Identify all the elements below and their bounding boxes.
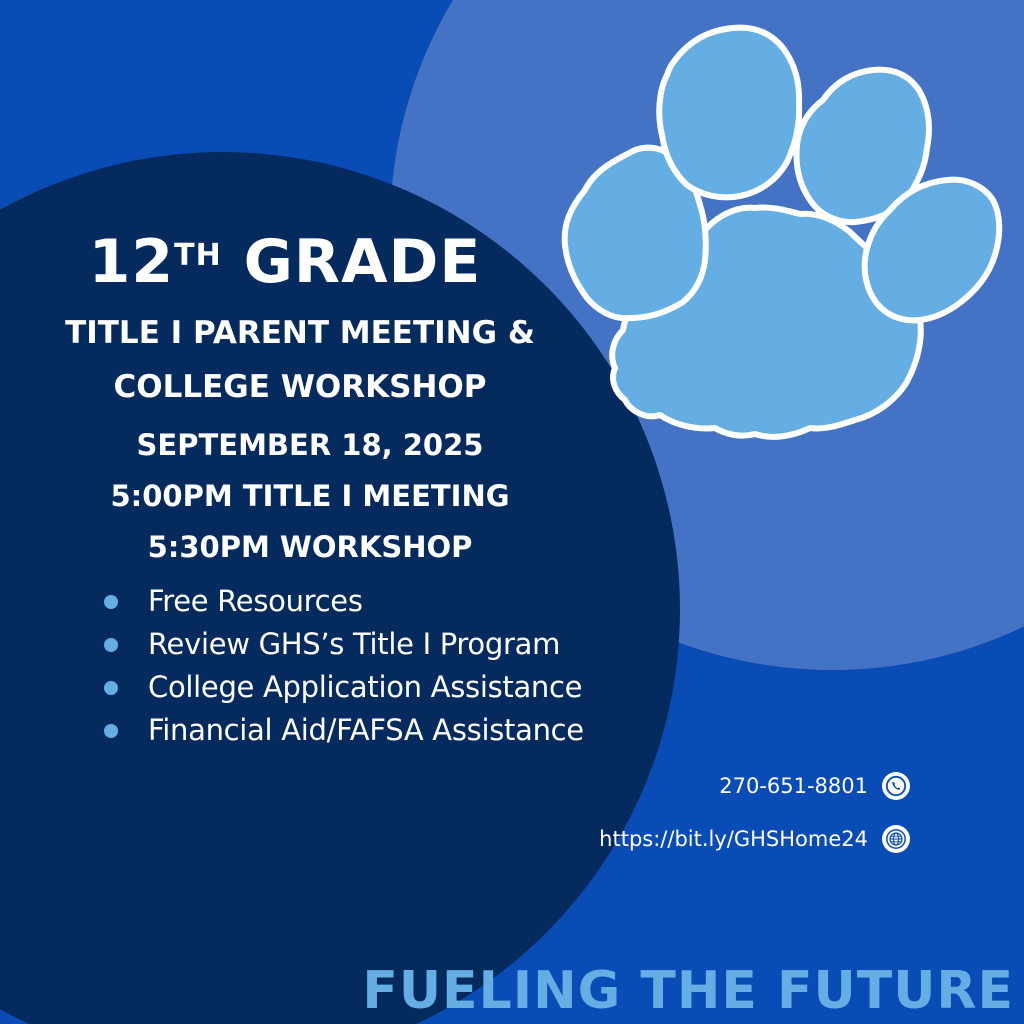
topics-list: [100, 580, 660, 752]
page-title: [40, 222, 530, 302]
event-schedule: [60, 420, 560, 573]
list-item: [100, 666, 660, 709]
paw-print-icon: [555, 20, 1005, 450]
bullet-dot-icon: [104, 595, 118, 609]
list-item: [100, 709, 660, 752]
event-title-line1: TITLE I PARENT MEETING &: [65, 315, 535, 351]
grade-word: GRADE: [243, 227, 482, 297]
grade-suffix: TH: [174, 238, 222, 273]
list-item: [100, 580, 660, 623]
list-item-label: Review GHS’s Title I Program: [148, 627, 561, 661]
list-item-label: College Application Assistance: [148, 670, 583, 704]
website-link[interactable]: https://bit.ly/GHSHome24: [599, 827, 868, 851]
event-title-line2: COLLEGE WORKSHOP: [113, 369, 487, 405]
workshop-time: 5:30PM WORKSHOP: [147, 530, 473, 564]
tagline: FUELING THE FUTURE: [362, 961, 1014, 1021]
list-item: [100, 623, 660, 666]
phone-number[interactable]: 270-651-8801: [719, 774, 868, 798]
bullet-dot-icon: [104, 638, 118, 652]
event-title: [30, 306, 570, 414]
bullet-dot-icon: [104, 681, 118, 695]
grade-number: 12: [88, 227, 175, 297]
event-date: SEPTEMBER 18, 2025: [136, 428, 484, 462]
bullet-dot-icon: [104, 724, 118, 738]
meeting-time: 5:00PM TITLE I MEETING: [110, 479, 510, 513]
list-item-label: Free Resources: [148, 584, 363, 618]
phone-icon: [882, 772, 910, 800]
list-item-label: Financial Aid/FAFSA Assistance: [148, 713, 584, 747]
contact-phone[interactable]: [719, 772, 910, 800]
contact-website[interactable]: [599, 825, 910, 853]
globe-icon: [882, 825, 910, 853]
